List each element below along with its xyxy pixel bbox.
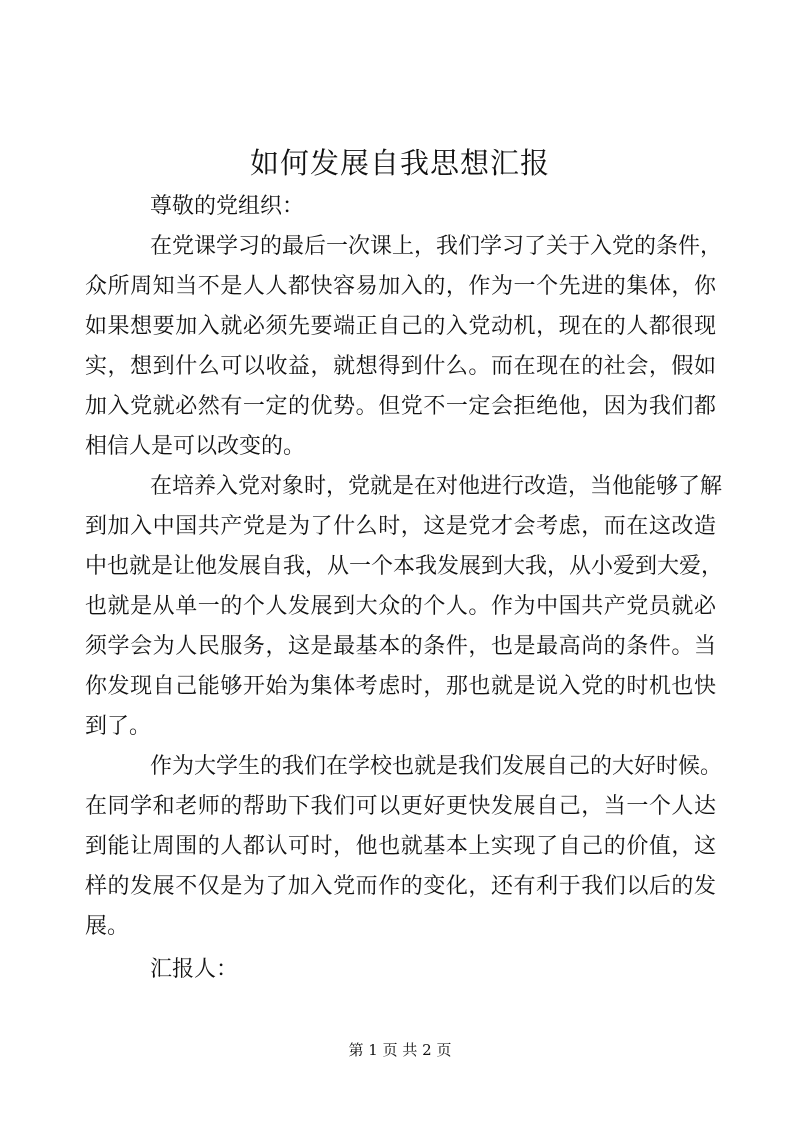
salutation: 尊敬的党组织： bbox=[150, 194, 305, 219]
paragraph-line: 须学会为人民服务，这是最基本的条件，也是最高尚的条件。当 bbox=[85, 634, 716, 659]
paragraph-line: 如果想要加入就必须先要端正自己的入党动机，现在的人都很现 bbox=[85, 314, 716, 339]
paragraph-2 bbox=[85, 467, 724, 747]
paragraph-line: 在同学和老师的帮助下我们可以更好更快发展自己，当一个人达 bbox=[85, 794, 716, 819]
paragraph-line: 众所周知当不是人人都快容易加入的，作为一个先进的集体，你 bbox=[85, 274, 716, 299]
paragraph-line: 到了。 bbox=[85, 714, 152, 739]
signature-label: 汇报人： bbox=[150, 957, 239, 982]
paragraph-line: 相信人是可以改变的。 bbox=[85, 434, 306, 459]
paragraph-line: 加入党就必然有一定的优势。但党不一定会拒绝他，因为我们都 bbox=[85, 394, 716, 419]
document-title: 如何发展自我思想汇报 bbox=[249, 146, 550, 180]
paragraph-line: 你发现自己能够开始为集体考虑时，那也就是说入党的时机也快 bbox=[85, 674, 716, 699]
paragraph-1 bbox=[85, 227, 723, 467]
paragraph-3 bbox=[85, 747, 723, 947]
page-footer: 第 1 页 共 2 页 bbox=[348, 1041, 452, 1059]
paragraph-line: 展。 bbox=[85, 914, 130, 939]
paragraph-line: 样的发展不仅是为了加入党而作的变化，还有利于我们以后的发 bbox=[85, 874, 716, 899]
paragraph-line: 到加入中国共产党是为了什么时，这是党才会考虑，而在这改造 bbox=[85, 514, 716, 539]
paragraph-line: 实，想到什么可以收益，就想得到什么。而在现在的社会，假如 bbox=[85, 354, 716, 379]
paragraph-line: 中也就是让他发展自我，从一个本我发展到大我，从小爱到大爱， bbox=[85, 554, 724, 579]
paragraph-line: 在党课学习的最后一次课上，我们学习了关于入党的条件， bbox=[150, 234, 723, 259]
paragraph-line: 也就是从单一的个人发展到大众的个人。作为中国共产党员就必 bbox=[85, 594, 716, 619]
paragraph-line: 到能让周围的人都认可时，他也就基本上实现了自己的价值，这 bbox=[85, 834, 716, 859]
paragraph-line: 在培养入党对象时，党就是在对他进行改造，当他能够了解 bbox=[150, 474, 723, 499]
paragraph-line: 作为大学生的我们在学校也就是我们发展自己的大好时候。 bbox=[150, 754, 723, 779]
